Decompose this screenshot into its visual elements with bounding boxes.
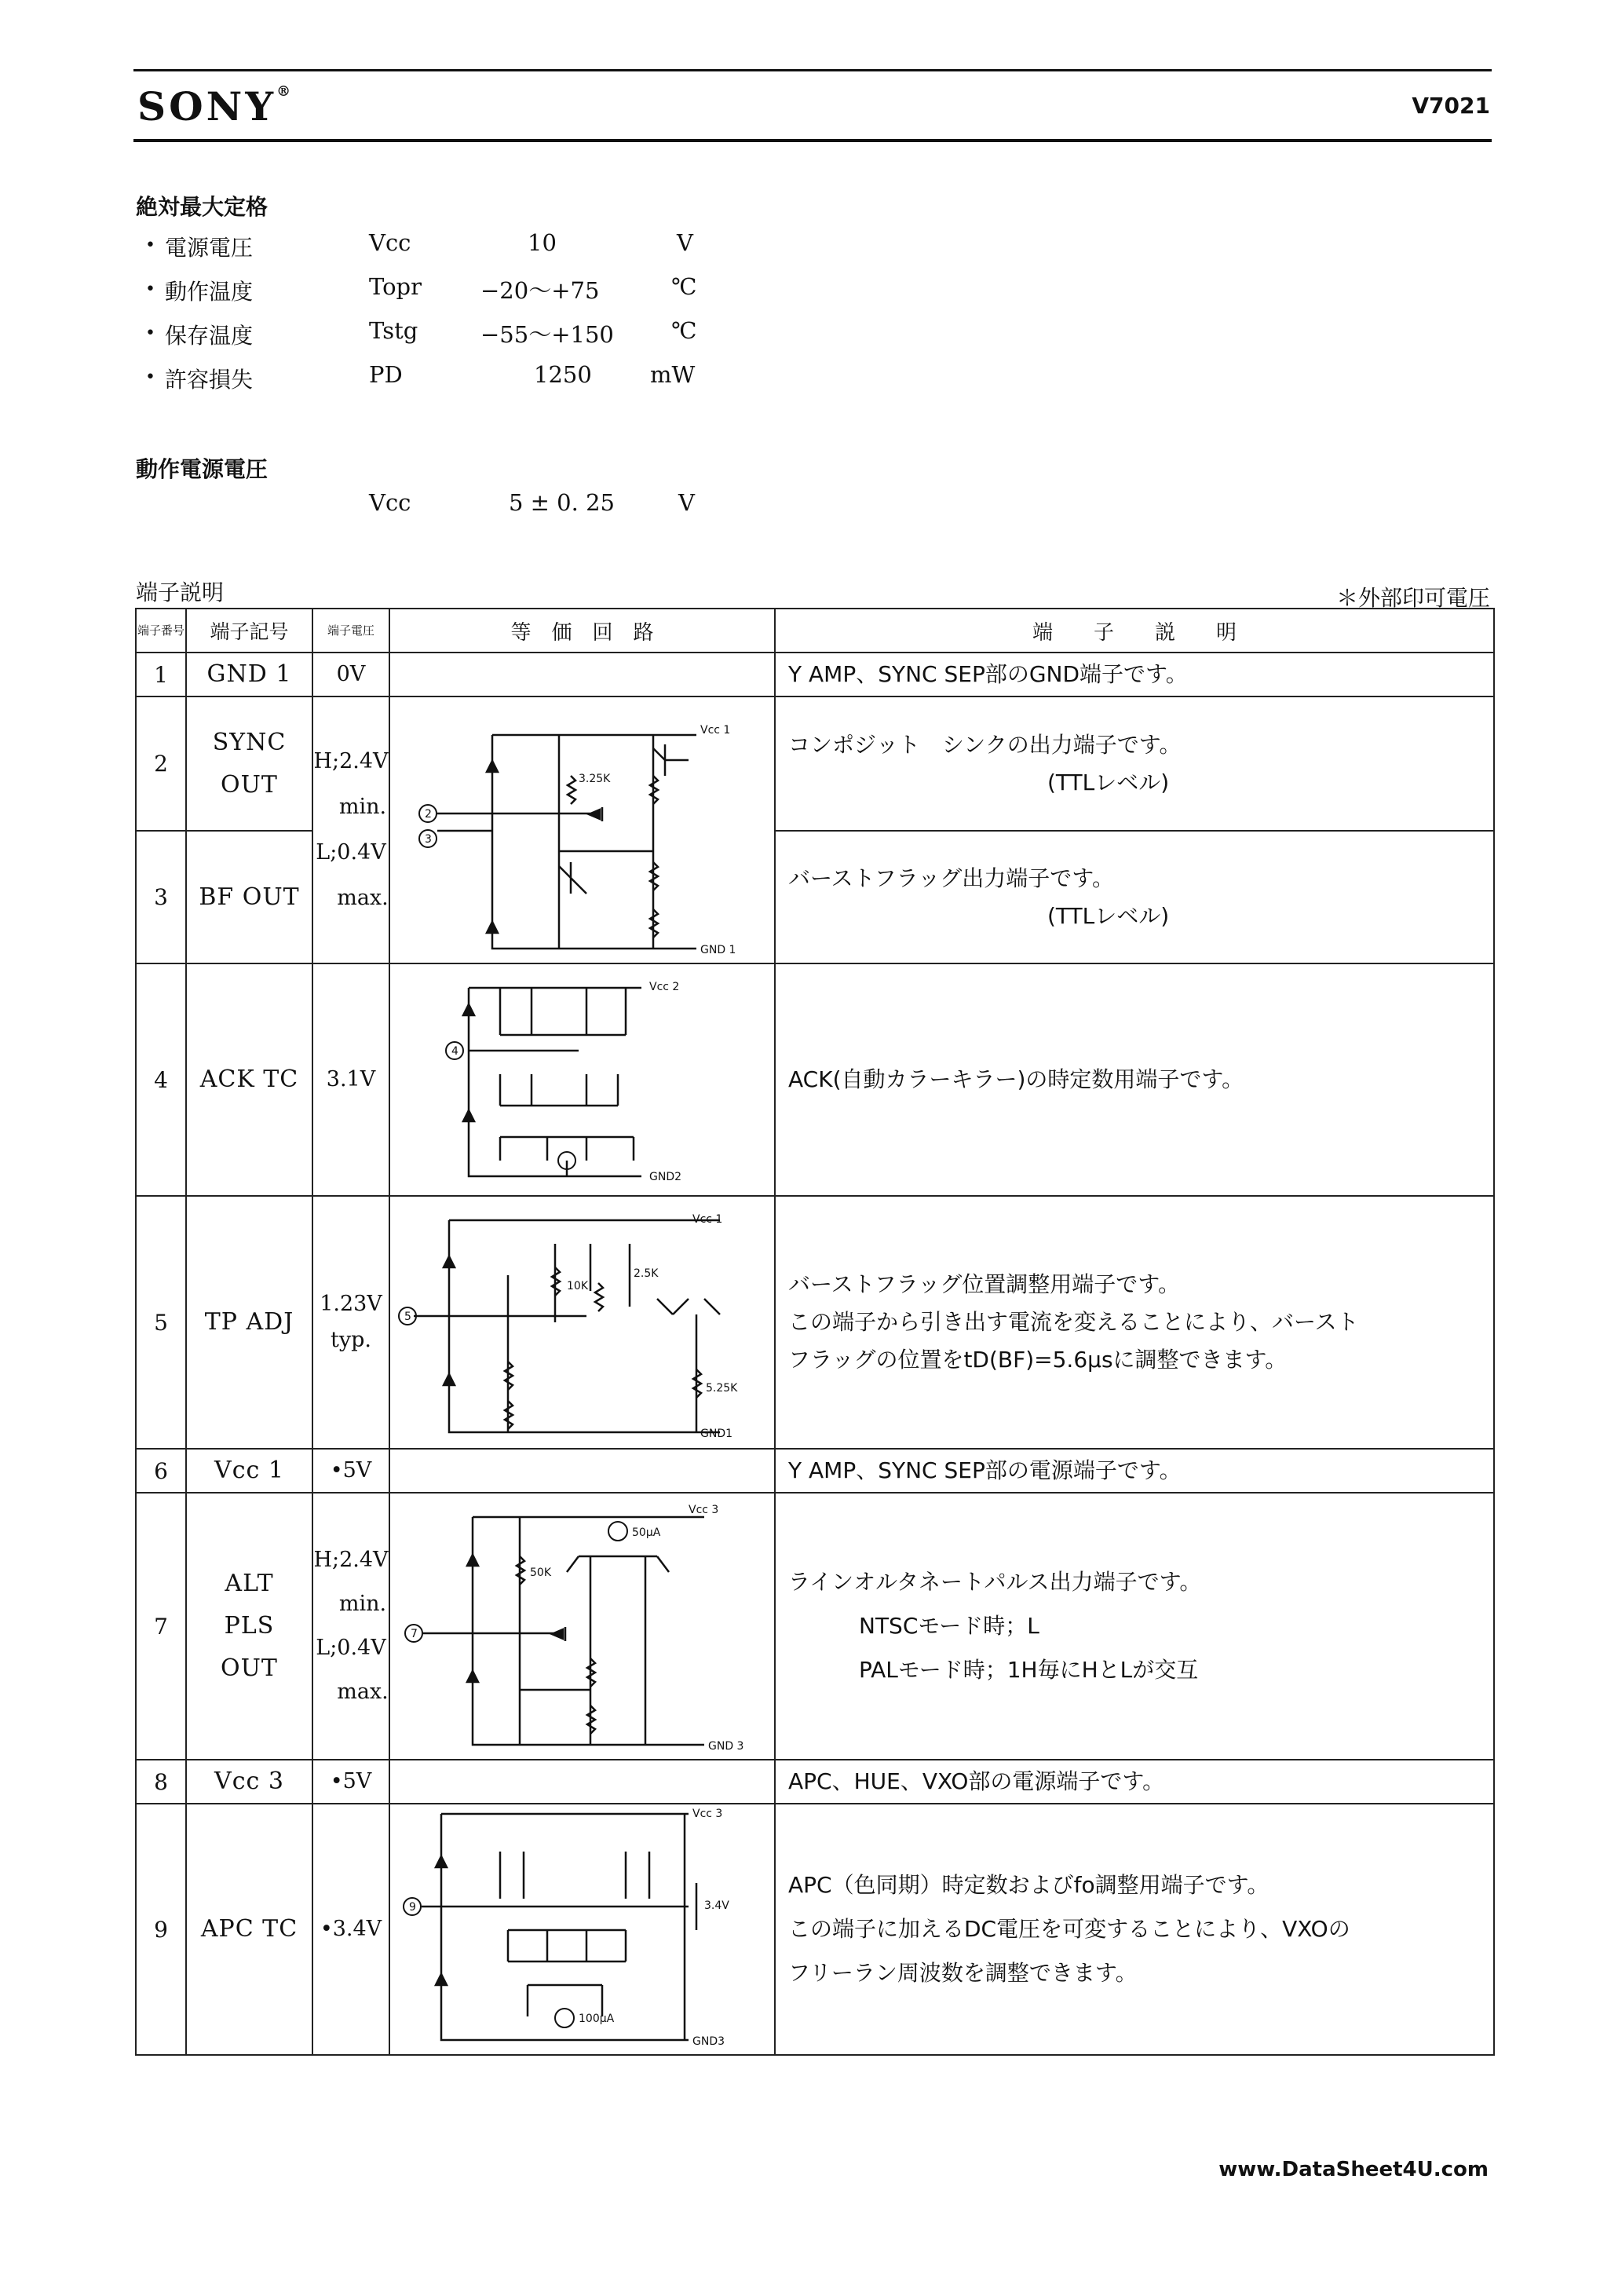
table-row: 6 Vcc 1 •5V Y AMP、SYNC SEP部の電源端子です。: [136, 1449, 1494, 1493]
header-equivalent-circuit: 等 価 回 路: [389, 609, 775, 653]
table-row: 5 TP ADJ 1.23V typ. Vcc 1 GND1 10K 2.5K 5.25K 5 バーストフラッグ位置調整用端子です。 この端子から引き出す電流を変えることにより、バースト フラッグの位置をtD(BF)=5.6μsに調整できます。: [136, 1196, 1494, 1449]
rating-value: 1250: [534, 361, 592, 388]
table-row: 1 GND 1 0V Y AMP、SYNC SEP部のGND端子です。: [136, 653, 1494, 696]
circuit-diagram: [390, 1197, 774, 1448]
rows23-voltage: H;2.4V min. L;0.4V max.: [312, 696, 389, 963]
svg-text:50μA: 50μA: [632, 1526, 661, 1539]
pins-section-title: 端子説明: [136, 579, 225, 605]
table-row: 3 BF OUT バーストフラッグ出力端子です。 (TTLレベル): [136, 831, 1494, 963]
table-header-row: [136, 609, 1494, 653]
svg-text:50K: 50K: [530, 1567, 551, 1579]
svg-text:7: 7: [411, 1628, 418, 1640]
document-number: V7021: [1412, 93, 1490, 119]
table-row: 2 SYNC OUT H;2.4V min. L;0.4V max. Vcc 1 GND 1 3.25K 2 3 コンポジット シンクの出力端子です。 (TTLレベル): [136, 696, 1494, 831]
op-voltage-symbol: Vcc: [369, 489, 411, 516]
svg-text:4: 4: [451, 1045, 458, 1058]
rating-name: 許容損失: [165, 367, 254, 393]
table-row: 7 ALT PLS OUT H;2.4V min. L;0.4V max. Vcc 3 GND 3 50K 50μA 7 ラインオルタネートパルス出力端子です。 NTSCモード時；L PALモード時；1H毎にHとLが交互: [136, 1493, 1494, 1760]
header-pin-number: 端子番号: [136, 609, 186, 653]
svg-text:3.25K: 3.25K: [579, 773, 611, 785]
header-top-rule: [133, 69, 1492, 71]
rating-unit: ℃: [671, 273, 697, 300]
svg-text:9: 9: [409, 1901, 416, 1914]
header-description: 端 子 説 明: [775, 609, 1494, 653]
circuit-pin-5: [389, 1196, 775, 1449]
circuit-pin-9: [389, 1804, 775, 2055]
op-voltage-unit: V: [678, 489, 695, 516]
svg-text:Vcc 3: Vcc 3: [689, 1504, 719, 1516]
op-voltage-value: 5 ± 0. 25: [509, 489, 615, 516]
circuit-pins-2-3: [389, 696, 775, 963]
svg-text:GND1: GND1: [700, 1428, 733, 1440]
svg-text:Vcc 1: Vcc 1: [700, 724, 731, 737]
svg-text:5.25K: 5.25K: [706, 1382, 738, 1395]
header-pin-voltage: 端子電圧: [312, 609, 389, 653]
rating-symbol: Topr: [369, 273, 422, 300]
svg-text:GND 3: GND 3: [708, 1740, 744, 1753]
svg-text:Vcc 2: Vcc 2: [649, 981, 680, 993]
header-bottom-rule: [133, 139, 1492, 142]
svg-text:Vcc 1: Vcc 1: [692, 1213, 723, 1226]
rating-symbol: PD: [369, 361, 403, 388]
table-row: 4 ACK TC 3.1V Vcc 2 GND2 4 ACK(自動カラーキラー)の時定数用端子です。: [136, 963, 1494, 1196]
svg-text:GND2: GND2: [649, 1171, 682, 1183]
rating-value: 10: [528, 229, 557, 256]
svg-text:5: 5: [404, 1311, 411, 1323]
svg-text:GND 1: GND 1: [700, 944, 736, 956]
svg-text:100μA: 100μA: [579, 2013, 615, 2025]
rating-value: −55〜+150: [480, 321, 614, 348]
rating-unit: V: [677, 229, 693, 256]
circuit-diagram: [390, 1804, 774, 2054]
rating-unit: ℃: [671, 317, 697, 344]
circuit-diagram: [390, 697, 774, 963]
abs-max-title: 絶対最大定格: [136, 194, 269, 220]
svg-text:Vcc 3: Vcc 3: [692, 1808, 723, 1820]
rating-symbol: Vcc: [369, 229, 411, 256]
svg-text:2: 2: [425, 808, 432, 821]
table-row: 8 Vcc 3 •5V APC、HUE、VXO部の電源端子です。: [136, 1760, 1494, 1804]
pins-section-note: ＊外部印可電圧: [1335, 585, 1490, 611]
svg-text:3.4V: 3.4V: [704, 1899, 729, 1912]
circuit-pin-7: [389, 1493, 775, 1760]
pin-description-table: [135, 608, 1495, 2056]
svg-text:3: 3: [425, 833, 432, 846]
svg-text:10K: 10K: [567, 1280, 588, 1292]
rating-value: −20〜+75: [480, 277, 600, 304]
rating-symbol: Tstg: [369, 317, 418, 344]
footer-url[interactable]: www.DataSheet4U.com: [1218, 2158, 1489, 2181]
svg-text:2.5K: 2.5K: [634, 1267, 659, 1280]
circuit-diagram: [390, 1493, 774, 1759]
circuit-diagram: [390, 964, 774, 1195]
header-pin-symbol: 端子記号: [186, 609, 312, 653]
rating-unit: mW: [650, 361, 696, 388]
rating-name: 保存温度: [165, 323, 254, 349]
rating-name: 動作温度: [165, 279, 254, 305]
circuit-pin-4: [389, 963, 775, 1196]
op-voltage-title: 動作電源電圧: [136, 456, 269, 482]
table-row: 9 APC TC •3.4V Vcc 3 GND3 3.4V 100μA 9 APC（色同期）時定数およびfo調整用端子です。 この端子に加えるDC電圧を可変することにより、VXOの フリーラン周波数を調整できます。: [136, 1804, 1494, 2055]
rating-name: 電源電圧: [165, 235, 254, 261]
brand-logo: SONY®: [137, 83, 294, 130]
svg-text:GND3: GND3: [692, 2035, 725, 2048]
